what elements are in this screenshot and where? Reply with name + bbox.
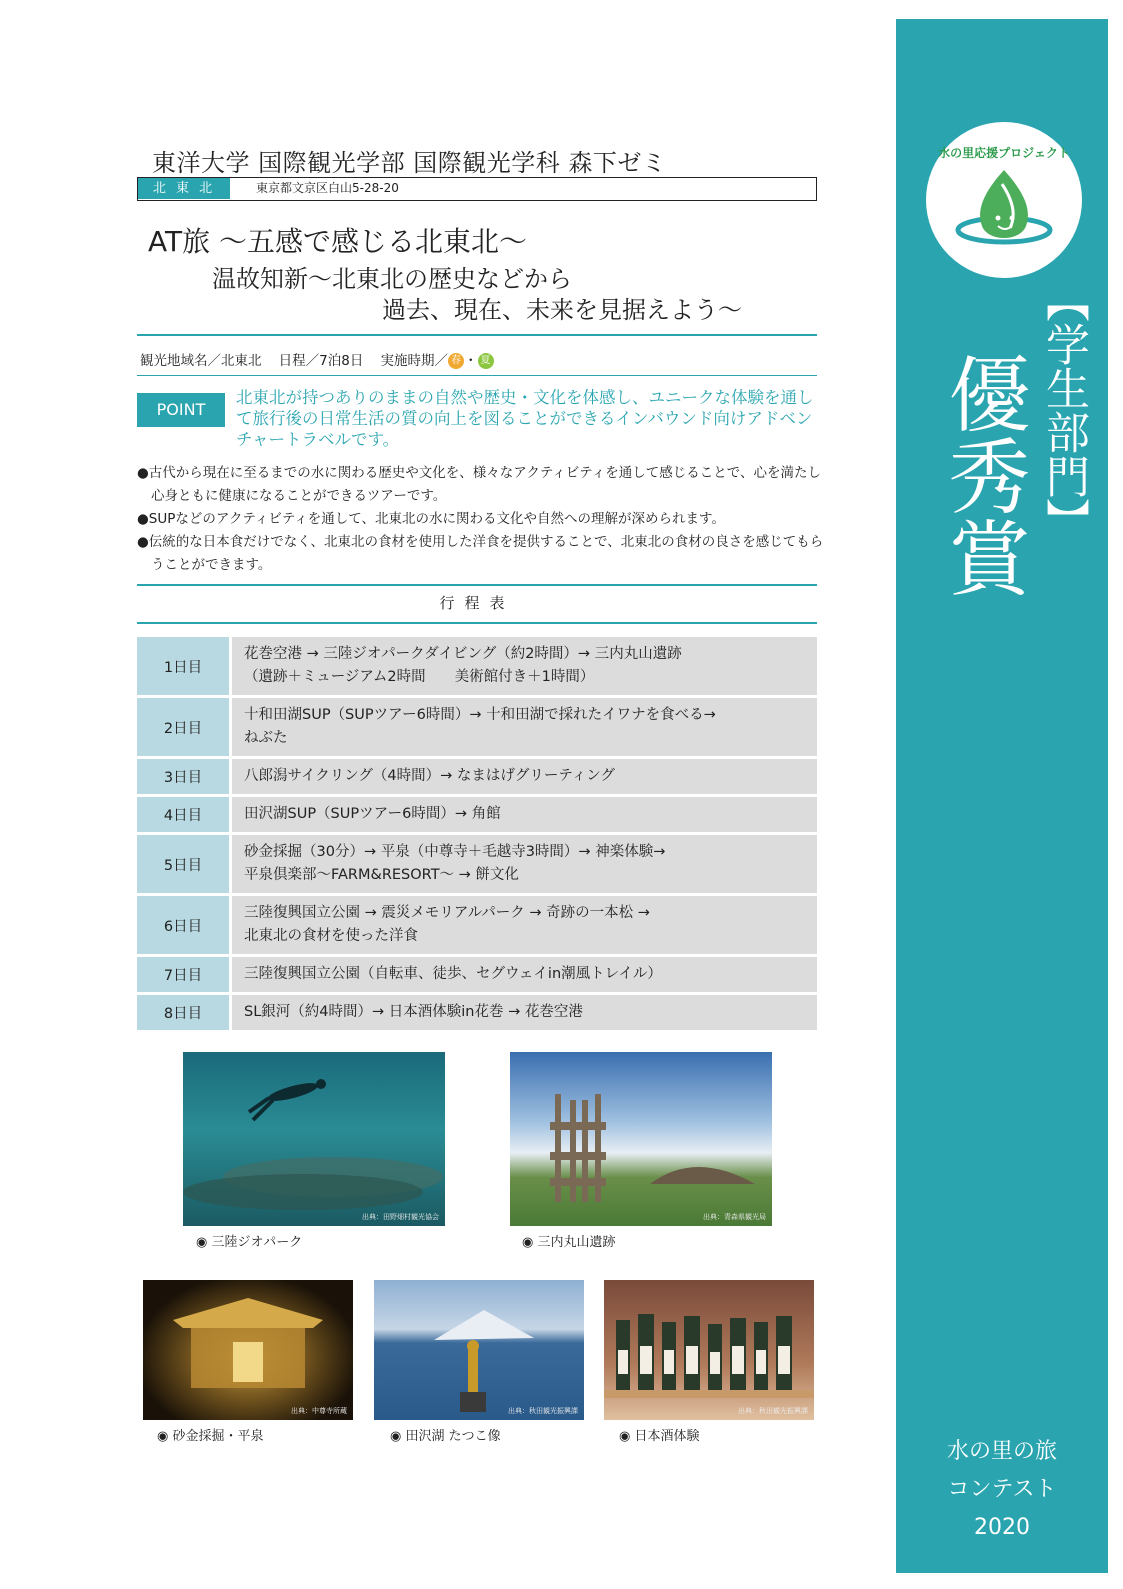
day-cell: 1日目: [137, 637, 232, 695]
photo-credit: 出典：秋田観光振興課: [508, 1407, 578, 1415]
organization-name: 東洋大学 国際観光学部 国際観光学科 森下ゼミ: [152, 149, 667, 177]
photo-hiraizumi: [143, 1280, 353, 1420]
diver-illustration: [183, 1052, 445, 1226]
day-cell: 5日目: [137, 835, 232, 893]
water-drop-mascot-icon: [954, 162, 1054, 262]
day-cell: 3日目: [137, 759, 232, 794]
photo-caption: ◉ 日本酒体験: [619, 1429, 700, 1444]
desc-line: 田沢湖SUP（SUPツアー6時間）→ 角館: [244, 806, 501, 822]
desc-line: 平泉倶楽部〜FARM&RESORT〜 → 餅文化: [244, 867, 519, 883]
photo-tazawa-lake: [374, 1280, 584, 1420]
desc-cell: [232, 995, 817, 1030]
desc-line: 花巻空港 → 三陸ジオパークダイビング（約2時間）→ 三内丸山遺跡: [244, 646, 682, 662]
desc-line: SL銀河（約4時間）→ 日本酒体験in花巻 → 花巻空港: [244, 1004, 583, 1020]
day-cell: 2日目: [137, 698, 232, 756]
photo-credit: 出典：田野畑村観光協会: [362, 1213, 439, 1221]
day-cell: 4日目: [137, 797, 232, 832]
table-row: [137, 896, 817, 954]
plan-subtitle-2: 過去、現在、未来を見据えよう〜: [382, 296, 742, 324]
award-text: 優秀賞: [935, 352, 1030, 598]
desc-line: 三陸復興国立公園 → 震災メモリアルパーク → 奇跡の一本松 →: [244, 905, 650, 921]
photo-caption: ◉ 三陸ジオパーク: [196, 1235, 303, 1250]
day-cell: 7日目: [137, 957, 232, 992]
contest-line2: コンテスト: [947, 1477, 1057, 1502]
desc-cell: [232, 698, 817, 756]
season-separator: ・: [464, 353, 478, 369]
project-logo: [926, 122, 1082, 278]
address: 東京都文京区白山5-28-20: [256, 181, 399, 195]
contest-line1: 水の里の旅: [946, 1439, 1057, 1464]
desc-cell: [232, 637, 817, 695]
feature-list: [137, 462, 827, 577]
schedule-table: [137, 634, 817, 1033]
divider: [137, 375, 817, 376]
desc-cell: [232, 957, 817, 992]
tower-illustration: [510, 1052, 772, 1226]
desc-line: 北東北の食材を使った洋食: [244, 928, 418, 944]
area-bar: [137, 177, 817, 201]
contest-line3: 2020: [974, 1515, 1030, 1540]
desc-line: ねぶた: [244, 730, 288, 746]
table-row: [137, 759, 817, 794]
photo-credit: 出典：秋田観光振興課: [738, 1407, 808, 1415]
photo-caption: ◉ 砂金採掘・平泉: [157, 1429, 264, 1444]
point-text: 北東北が持つありのままの自然や歴史・文化を体感し、ユニークな体験を通して旅行後の日常生活の質の向上を図ることができるインバウンド向けアドベンチャートラベルです。: [236, 388, 814, 449]
plan-title: AT旅 〜五感で感じる北東北〜: [148, 225, 527, 258]
point-label: POINT: [137, 393, 225, 427]
category-label: [1034, 278, 1089, 542]
feature-item: ●古代から現在に至るまでの水に関わる歴史や文化を、様々なアクティビティを通して感じることで、心を満たし心身ともに健康になることができるツアーです。: [137, 465, 821, 504]
table-row: [137, 835, 817, 893]
photo-credit: 出典：青森県観光局: [703, 1213, 766, 1221]
feature-item: ●伝統的な日本食だけでなく、北東北の食材を使用した洋食を提供することで、北東北の食材の良さを感じてもらうことができます。: [137, 534, 824, 573]
plan-info: [140, 349, 494, 369]
tatsuko-statue-illustration: [374, 1280, 584, 1420]
sake-bottles-illustration: [604, 1280, 814, 1420]
photo-credit: 出典：中尊寺所蔵: [291, 1407, 347, 1415]
desc-line: 砂金採掘（30分）→ 平泉（中尊寺＋毛越寺3時間）→ 神楽体験→: [244, 844, 666, 860]
photo-sake: [604, 1280, 814, 1420]
desc-cell: [232, 835, 817, 893]
season-summer-badge: 夏: [478, 353, 494, 369]
photo-caption: ◉ 田沢湖 たつこ像: [390, 1429, 501, 1444]
photo-caption: ◉ 三内丸山遺跡: [522, 1235, 616, 1250]
table-row: [137, 637, 817, 695]
plan-subtitle-1: 温故知新〜北東北の歴史などから: [212, 265, 572, 293]
desc-cell: [232, 759, 817, 794]
logo-text: 水の里応援プロジェクト: [938, 146, 1070, 160]
desc-cell: [232, 797, 817, 832]
area-info: 観光地域名／北東北: [140, 353, 262, 369]
season-spring-badge: 春: [448, 353, 464, 369]
golden-hall-illustration: [143, 1280, 353, 1420]
period-label: 実施時期／: [380, 353, 449, 369]
photo-sanriku-geopark: [183, 1052, 445, 1226]
day-cell: 8日目: [137, 995, 232, 1030]
table-row: [137, 797, 817, 832]
desc-line: 十和田湖SUP（SUPツアー6時間）→ 十和田湖で採れたイワナを食べる→: [244, 707, 716, 723]
desc-line: （遺跡＋ミュージアム2時間 美術館付き＋1時間）: [244, 669, 595, 685]
award-title: [928, 352, 1030, 598]
desc-line: 三陸復興国立公園（自転車、徒歩、セグウェイin潮風トレイル）: [244, 966, 662, 982]
table-row: [137, 995, 817, 1030]
schedule-title: 行程表: [439, 594, 515, 612]
day-cell: 6日目: [137, 896, 232, 954]
category-text: 【学生部門】: [1038, 278, 1089, 542]
table-row: [137, 698, 817, 756]
photo-sannai-maruyama: [510, 1052, 772, 1226]
feature-item: ●SUPなどのアクティビティを通して、北東北の水に関わる文化や自然への理解が深められます。: [137, 511, 725, 527]
divider: [137, 622, 817, 624]
table-row: [137, 957, 817, 992]
area-tag: 北 東 北: [138, 178, 230, 199]
desc-cell: [232, 896, 817, 954]
contest-name: [922, 1433, 1082, 1547]
divider: [137, 334, 817, 336]
schedule-info: 日程／7泊8日: [278, 353, 364, 369]
divider: [137, 584, 817, 586]
desc-line: 八郎潟サイクリング（4時間）→ なまはげグリーティング: [244, 768, 615, 784]
